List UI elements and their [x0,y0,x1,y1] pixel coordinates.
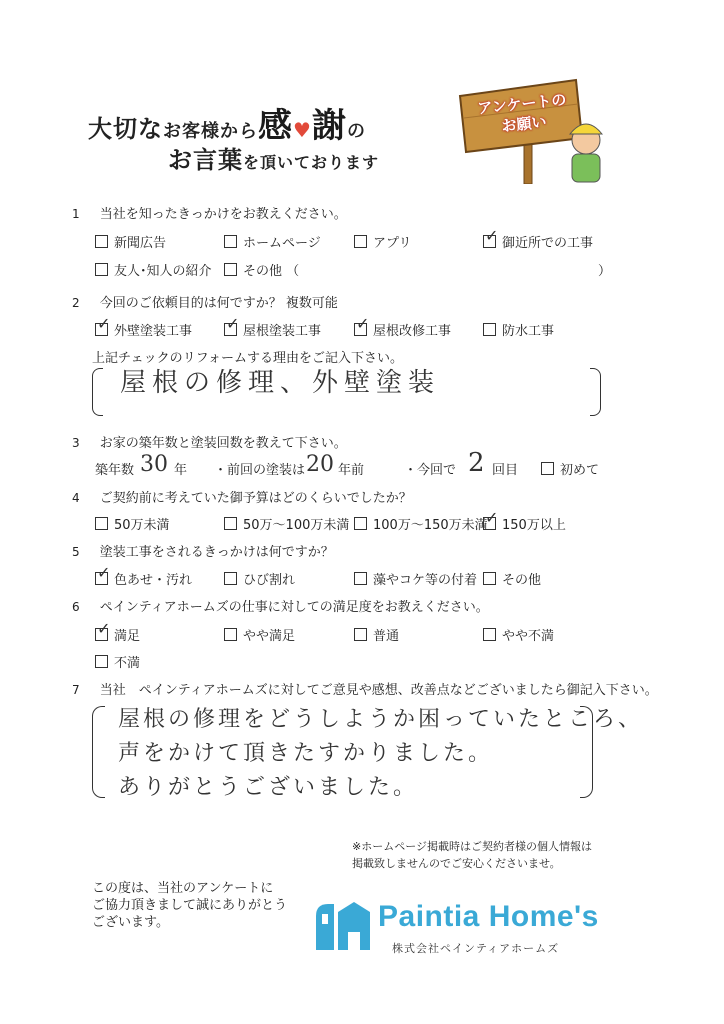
question-text: ペインティアホームズの仕事に対しての満足度をお教えください。 [99,600,489,615]
option-label: アプリ [373,236,412,251]
title-text: お言葉 [168,145,243,174]
checkmark-icon: ✓ [485,508,499,527]
company-logo-name: Paintia Home's [378,900,599,933]
count-unit: 回目 [492,463,519,478]
checkbox-checked[interactable] [483,226,499,248]
count-label: ・今回で [404,463,457,478]
question-text: 当社を知ったきっかけをお教えください。 [99,207,347,222]
question-text: お家の築年数と塗装回数を教えて下さい。 [99,436,347,451]
question-6 [72,596,489,615]
checkbox[interactable] [95,235,108,248]
option-label: 不満 [114,656,141,671]
company-logo-icon [312,898,372,954]
checkbox[interactable] [95,517,108,530]
checkbox-checked[interactable] [95,619,111,641]
q6-option-dissatisfied[interactable] [95,652,140,671]
option-label: 防水工事 [502,324,555,339]
checkbox-checked[interactable] [95,314,111,336]
title-kanji: 謝 [311,106,347,146]
question-text: 当社 ペインティアホームズに対してご意見や感想、改善点などございましたら御記入下さい。 [99,683,658,698]
privacy-note [352,838,592,872]
checkmark-icon: ✓ [356,314,370,333]
title-text: の [346,121,366,142]
comment-answer-line[interactable]: 声をかけて頂きたすかりました。 [118,741,494,766]
note-line: ※ホームページ掲載時はご契約者様の個人情報は [352,840,592,853]
option-label: 100万～150万未満 [373,518,488,533]
checkmark-icon: ✓ [485,226,499,245]
q2-option-roof-paint[interactable] [224,314,322,339]
prev-paint-unit: 年前 [338,463,365,478]
checkbox[interactable] [483,572,496,585]
question-3 [72,432,347,451]
option-label: ひび割れ [243,573,296,588]
question-number: 2 [72,296,80,310]
question-number: 7 [72,683,80,697]
q4-option-under-50[interactable] [95,514,170,533]
checkbox[interactable] [224,517,237,530]
option-label: 初めて [560,463,600,478]
question-4 [72,487,412,506]
question-7 [72,679,658,698]
checkbox-checked[interactable] [483,508,499,530]
reason-prompt: 上記チェックのリフォームする理由をご記入下さい。 [92,351,403,366]
bracket-right [590,368,601,416]
question-number: 4 [72,491,80,505]
question-text: 塗装工事をされるきっかけは何ですか？ [99,545,334,560]
question-1 [72,203,347,222]
q1-option-other[interactable] [224,260,299,279]
prev-paint-label: ・前回の塗装は [214,463,306,478]
q5-option-cracks[interactable] [224,569,295,588]
q4-option-over-150[interactable] [483,508,566,533]
checkbox[interactable] [95,263,108,276]
option-label: 新聞広告 [114,236,167,251]
checkbox-checked[interactable] [224,314,240,336]
question-number: 6 [72,600,80,614]
question-number: 1 [72,207,80,221]
option-label: その他 （ [243,264,300,279]
comment-answer-line[interactable]: ありがとうございました。 [118,775,419,800]
option-label: 普通 [373,629,400,644]
company-logo-subtitle: 株式会社ペインティアホームズ [392,942,560,955]
checkbox-checked[interactable] [95,563,111,585]
option-label: 友人･知人の紹介 [114,264,212,279]
checkbox[interactable] [541,462,554,475]
checkbox[interactable] [224,572,237,585]
option-label: 屋根塗装工事 [243,324,322,339]
reason-answer-handwritten[interactable]: 屋根の修理、外壁塗装 [120,368,441,398]
thanks-line: ご協力頂きまして誠にありがとう [92,898,288,913]
checkbox-checked[interactable] [354,314,370,336]
title-kanji: 感 [258,106,293,146]
bracket-left [92,368,103,416]
option-label: 50万～100万未満 [243,518,350,533]
option-label: やや満足 [243,629,296,644]
checkmark-icon: ✓ [97,563,111,582]
q6-option-neutral[interactable] [354,625,399,644]
thanks-message [92,880,287,931]
title-text: を頂いております [243,153,380,172]
thanks-line: ございます。 [92,915,169,930]
option-label: 150万以上 [502,518,566,533]
question-number: 5 [72,545,80,559]
checkbox[interactable] [354,628,367,641]
option-label: 満足 [114,629,141,644]
prev-paint-value-handwritten[interactable]: 20 [306,452,334,477]
q6-option-somewhat-dissatisfied[interactable] [483,625,554,644]
checkbox[interactable] [224,235,237,248]
heart-icon: ♥ [293,118,312,142]
comment-answer-line[interactable]: 屋根の修理をどうしようか困っていたところ、 [118,707,644,732]
checkbox[interactable] [483,323,496,336]
q6-option-somewhat-satisfied[interactable] [224,625,295,644]
checkmark-icon: ✓ [97,314,111,333]
age-unit: 年 [174,463,188,478]
q3-option-first-time[interactable] [541,459,599,478]
q6-option-satisfied[interactable] [95,619,141,644]
q5-option-fading[interactable] [95,563,193,588]
thanks-line: この度は、当社のアンケートに [92,881,274,896]
q5-option-moss[interactable] [354,569,477,588]
q1-option-friend[interactable] [95,260,212,279]
sign-line: お願い [500,112,548,136]
option-label: 外壁塗装工事 [114,324,193,339]
q4-option-50-100[interactable] [224,514,349,533]
option-label: その他 [502,573,542,588]
count-value-handwritten[interactable]: 2 [468,448,485,478]
checkmark-icon: ✓ [97,619,111,638]
option-label: 屋根改修工事 [373,324,452,339]
option-label: やや不満 [502,629,555,644]
option-label: ホームページ [243,236,321,251]
option-label: 藻やコケ等の付着 [373,573,478,588]
checkbox[interactable] [354,517,367,530]
option-label: 50万未満 [114,518,170,533]
sign-line: アンケートの [476,90,568,118]
q1-option-neighborhood[interactable] [483,226,594,251]
checkbox[interactable] [354,572,367,585]
q4-option-100-150[interactable] [354,514,488,533]
question-2 [72,292,338,311]
q1-option-homepage[interactable] [224,232,321,251]
checkbox[interactable] [224,263,237,276]
question-number: 3 [72,436,80,450]
checkbox[interactable] [95,655,108,668]
checkbox[interactable] [483,628,496,641]
checkbox[interactable] [224,628,237,641]
title-text: お客様から [163,121,258,142]
q1-option-app[interactable] [354,232,411,251]
question-5 [72,541,334,560]
note-line: 掲載致しませんのでご安心くださいませ。 [352,857,561,870]
question-text: 今回のご依頼目的は何ですか？ 複数可能 [99,296,338,311]
header-title-line2 [168,140,379,175]
bracket-left [92,706,105,798]
q1-option-newspaper[interactable] [95,232,166,251]
title-text: 大切な [88,114,163,143]
close-paren: ） [598,264,612,279]
checkmark-icon: ✓ [226,314,240,333]
question-text: ご契約前に考えていた御予算はどのくらいでしたか？ [99,491,412,506]
option-label: 色あせ・汚れ [114,573,193,588]
q2-option-waterproof[interactable] [483,320,554,339]
checkbox[interactable] [354,235,367,248]
q5-option-other[interactable] [483,569,541,588]
age-label: 築年数 [95,463,135,478]
q2-option-roof-repair[interactable] [354,314,452,339]
option-label: 御近所での工事 [502,236,594,251]
q2-option-exterior-wall[interactable] [95,314,193,339]
age-value-handwritten[interactable]: 30 [140,452,168,477]
